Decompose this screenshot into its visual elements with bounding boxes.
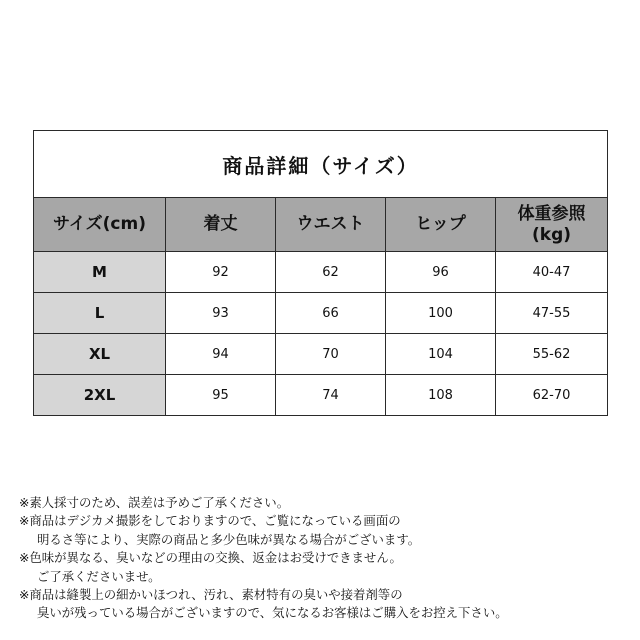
cell-size: 2XL xyxy=(34,375,166,416)
cell-waist: 74 xyxy=(276,375,386,416)
note-line: ※素人採寸のため、誤差は予めご了承ください。 xyxy=(19,495,290,510)
cell-waist: 62 xyxy=(276,252,386,293)
cell-weight: 55-62 xyxy=(496,334,608,375)
notes xyxy=(19,494,629,623)
header-size: サイズ(cm) xyxy=(34,198,166,252)
note-line: ※商品はデジカメ撮影をしておりますので、ご覧になっている画面の xyxy=(19,513,401,529)
cell-length: 93 xyxy=(166,293,276,334)
size-table xyxy=(33,130,608,416)
header-waist: ウエスト xyxy=(276,198,386,252)
table-row xyxy=(34,375,608,416)
table-row xyxy=(34,293,608,334)
table-row xyxy=(34,252,608,293)
header-weight: 体重参照 (kg) xyxy=(496,198,608,252)
note-line: 明るさ等により、実際の商品と多少色味が異なる場合がございます。 xyxy=(37,531,421,547)
cell-length: 92 xyxy=(166,252,276,293)
cell-weight: 62-70 xyxy=(496,375,608,416)
note-line: ※色味が異なる、臭いなどの理由の交換、返金はお受けできません。 xyxy=(19,550,402,566)
cell-weight: 40-47 xyxy=(496,252,608,293)
header-length: 着丈 xyxy=(166,198,276,252)
note-line: ご了承くださいませ。 xyxy=(37,568,161,584)
cell-size: XL xyxy=(34,334,166,375)
cell-hip: 100 xyxy=(386,293,496,334)
header-row xyxy=(34,198,608,252)
table-title: 商品詳細（サイズ） xyxy=(34,131,608,198)
header-hip: ヒップ xyxy=(386,198,496,252)
cell-size: M xyxy=(34,252,166,293)
cell-waist: 70 xyxy=(276,334,386,375)
cell-hip: 104 xyxy=(386,334,496,375)
cell-length: 95 xyxy=(166,375,276,416)
cell-hip: 108 xyxy=(386,375,496,416)
cell-waist: 66 xyxy=(276,293,386,334)
cell-weight: 47-55 xyxy=(496,293,608,334)
table-row xyxy=(34,334,608,375)
note-line: ※商品は縫製上の細かいほつれ、汚れ、素材特有の臭いや接着剤等の xyxy=(19,587,403,603)
cell-length: 94 xyxy=(166,334,276,375)
cell-size: L xyxy=(34,293,166,334)
note-line: 臭いが残っている場合がございますので、気になるお客様はご購入をお控え下さい。 xyxy=(37,605,508,621)
cell-hip: 96 xyxy=(386,252,496,293)
title-row xyxy=(34,131,608,198)
